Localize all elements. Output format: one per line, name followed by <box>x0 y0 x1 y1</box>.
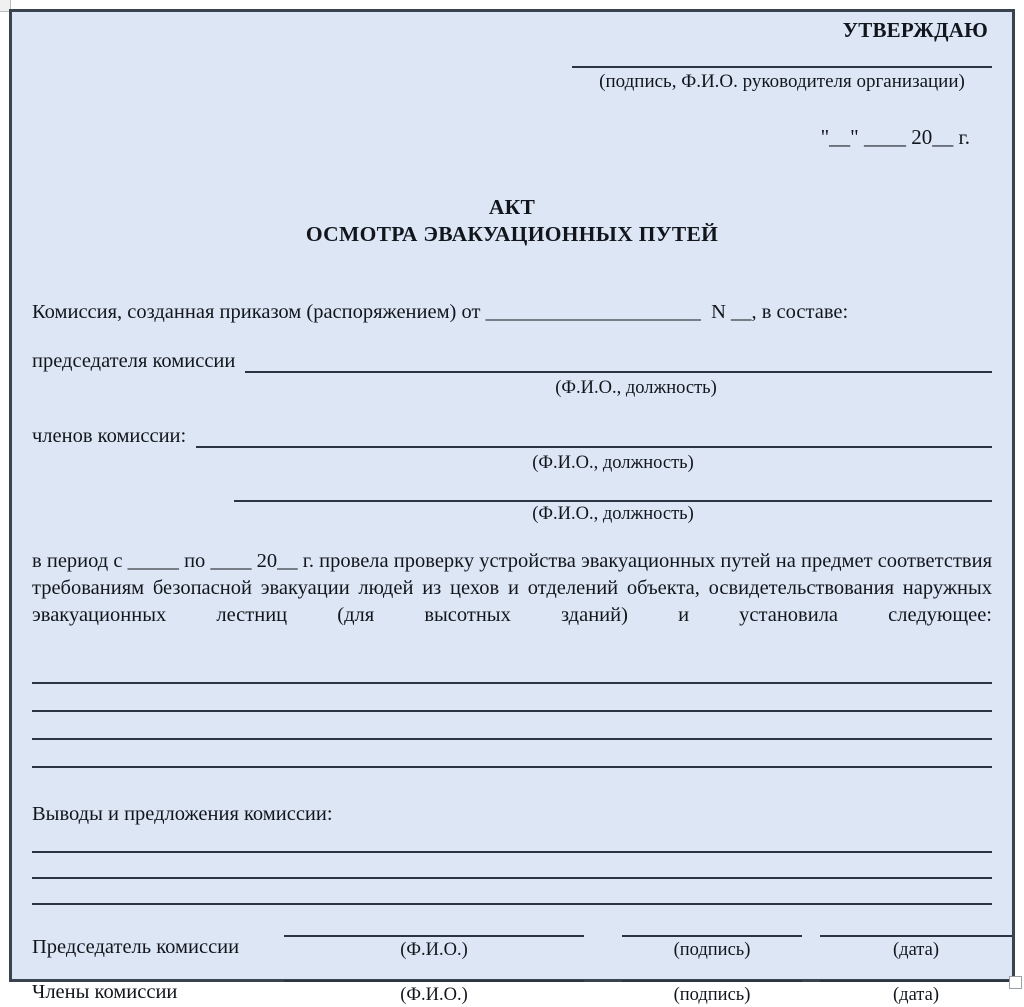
signature-row-chairman-columns <box>284 935 1012 962</box>
conclusions-label: Выводы и предложения комиссии: <box>32 803 333 826</box>
chairman-date-rule[interactable] <box>820 935 1012 937</box>
member-caption-2: (Ф.И.О., должность) <box>532 504 694 525</box>
approval-title: УТВЕРЖДАЮ <box>842 18 988 42</box>
member-fio-rule[interactable] <box>284 980 584 982</box>
members-row-2-spacer <box>32 500 234 502</box>
chairman-fio-column <box>284 935 584 962</box>
document-title <box>32 194 992 248</box>
chairman-fio-caption: (Ф.И.О.) <box>400 940 468 961</box>
chairman-field-row <box>32 349 992 376</box>
member-signature-column <box>622 980 802 1007</box>
chairman-signature-column <box>622 935 802 962</box>
chairman-signature-rule[interactable] <box>622 935 802 937</box>
document-title-line-2: ОСМОТРА ЭВАКУАЦИОННЫХ ПУТЕЙ <box>305 222 719 247</box>
signature-block <box>32 935 992 1007</box>
conclusions-rule-3[interactable] <box>32 903 992 905</box>
document-frame <box>9 9 1015 1006</box>
members-label: членов комиссии: <box>32 424 187 447</box>
chairman-signature-caption: (подпись) <box>673 940 751 961</box>
conclusions-rule-2[interactable] <box>32 877 992 879</box>
member-signature-caption: (подпись) <box>673 985 751 1006</box>
members-field-row-2 <box>32 500 992 502</box>
members-field-row-1 <box>32 424 992 451</box>
member-fio-caption: (Ф.И.О.) <box>400 985 468 1006</box>
findings-rule-4[interactable] <box>32 766 992 768</box>
conclusions-rule-1[interactable] <box>32 851 992 853</box>
chairman-input-rule[interactable] <box>245 371 992 373</box>
chairman-date-column <box>820 935 1012 962</box>
approval-signature-rule <box>572 66 992 68</box>
approval-caption: (подпись, Ф.И.О. руководителя организации) <box>599 70 965 92</box>
signature-row-chairman <box>32 935 992 962</box>
member-fio-column <box>284 980 584 1007</box>
member-date-caption: (дата) <box>893 985 939 1006</box>
resize-handle[interactable] <box>1009 976 1022 989</box>
findings-rule-1[interactable] <box>32 682 992 684</box>
member-input-rule-1[interactable] <box>196 446 992 448</box>
signature-row-members-label: Члены комиссии <box>32 981 178 1004</box>
findings-rule-3[interactable] <box>32 738 992 740</box>
signature-row-members-columns <box>284 980 1012 1007</box>
chairman-date-caption: (дата) <box>893 940 939 961</box>
inspection-paragraph: в период с _____ по ____ 20__ г. провела проверку устройства эвакуационных путей на предмет соответствия требованиям безопасной эвакуации людей из цехов и отделений объекта, освидетельствования наружных эвакуационных лестниц (для высотных зданий) и установила следующее: <box>32 549 992 626</box>
chairman-fio-rule[interactable] <box>284 935 584 937</box>
approval-block <box>572 18 992 93</box>
chairman-label: председателя комиссии <box>32 350 236 373</box>
commission-order-line: Комиссия, созданная приказом (распоряжением) от _____________________ N __, в составе: <box>32 301 849 324</box>
signature-row-members <box>32 980 992 1007</box>
document-body <box>12 12 1012 1006</box>
document-title-line-1: АКТ <box>488 195 536 220</box>
member-date-column <box>820 980 1012 1007</box>
chairman-caption: (Ф.И.О., должность) <box>555 378 717 399</box>
signature-row-chairman-label: Председатель комиссии <box>32 936 240 959</box>
member-signature-rule[interactable] <box>622 980 802 982</box>
member-caption-1: (Ф.И.О., должность) <box>532 452 694 473</box>
member-date-rule[interactable] <box>820 980 1012 982</box>
findings-rule-2[interactable] <box>32 710 992 712</box>
approval-date-line: "__" ____ 20__ г. <box>820 124 970 149</box>
conclusions-rules <box>32 851 992 905</box>
findings-rules <box>32 682 992 768</box>
member-input-rule-2[interactable] <box>234 500 992 502</box>
